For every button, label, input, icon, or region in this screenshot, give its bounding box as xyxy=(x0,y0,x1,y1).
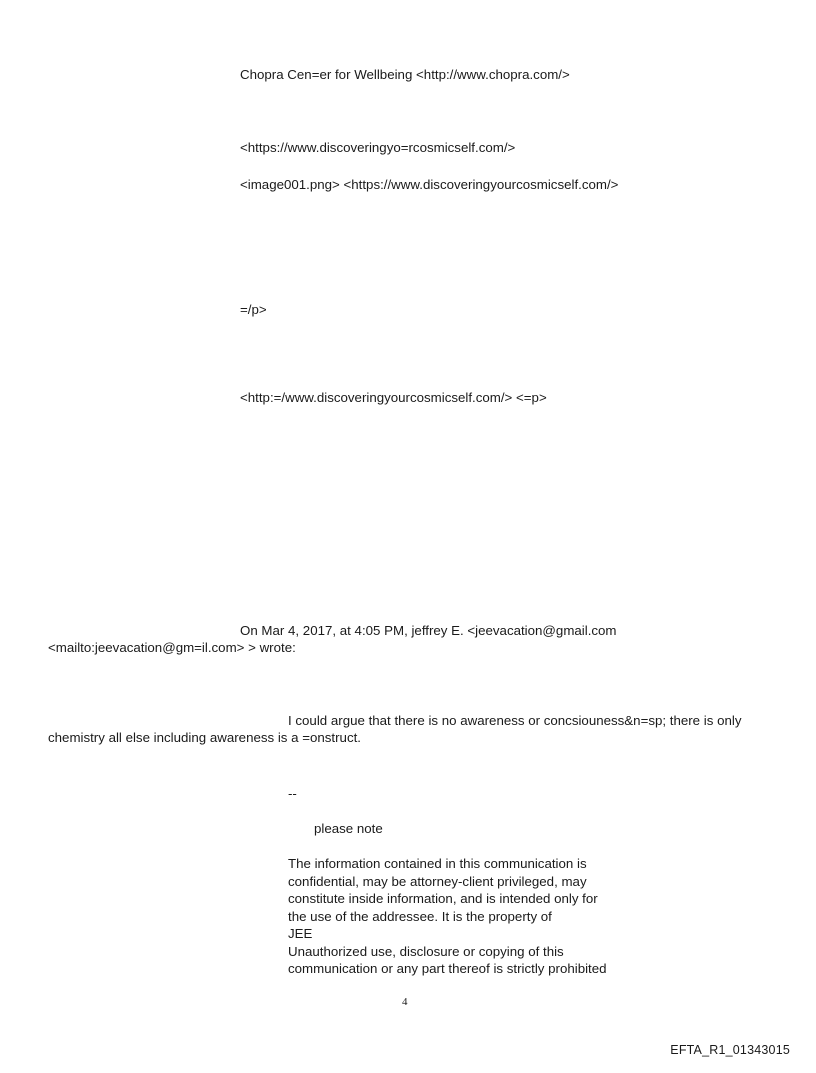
please-note-heading: please note xyxy=(314,821,383,836)
quote-header-mailto: <mailto:jeevacation@gm=il.com> > wrote: xyxy=(48,640,296,655)
disclaimer-line: confidential, may be attorney-client privileged, may xyxy=(288,873,587,889)
quote-header-line: On Mar 4, 2017, at 4:05 PM, jeffrey E. <jeevacation@gmail.com xyxy=(240,623,617,638)
paragraph-close-line: =/p> xyxy=(240,302,267,317)
page-number: 4 xyxy=(402,996,408,1008)
disclaimer-line: The information contained in this communication is xyxy=(288,856,587,871)
signature-separator: -- xyxy=(288,786,297,801)
cosmic-self-link-line: <https://www.discoveringyo=rcosmicself.com/> xyxy=(240,140,516,155)
cosmic-self-http-line: <http:=/www.discoveringyourcosmicself.com/> <=p> xyxy=(240,390,547,405)
disclaimer-line: Unauthorized use, disclosure or copying of this xyxy=(288,943,564,959)
document-id: EFTA_R1_01343015 xyxy=(670,1043,790,1057)
message-body-line-2: chemistry all else including awareness is a =onstruct. xyxy=(48,730,361,745)
chopra-center-line: Chopra Cen=er for Wellbeing <http://www.chopra.com/> xyxy=(240,67,570,82)
disclaimer-line: communication or any part thereof is strictly prohibited xyxy=(288,961,607,976)
message-body-line-1: I could argue that there is no awareness or concsiouness&n=sp; there is only xyxy=(288,713,742,728)
confidentiality-disclaimer xyxy=(288,855,628,978)
disclaimer-line: constitute inside information, and is intended only for xyxy=(288,891,598,906)
disclaimer-line: JEE xyxy=(288,926,313,941)
image-link-line: <image001.png> <https://www.discoveringyourcosmicself.com/> xyxy=(240,177,619,192)
disclaimer-line: the use of the addressee. It is the property of xyxy=(288,908,552,924)
